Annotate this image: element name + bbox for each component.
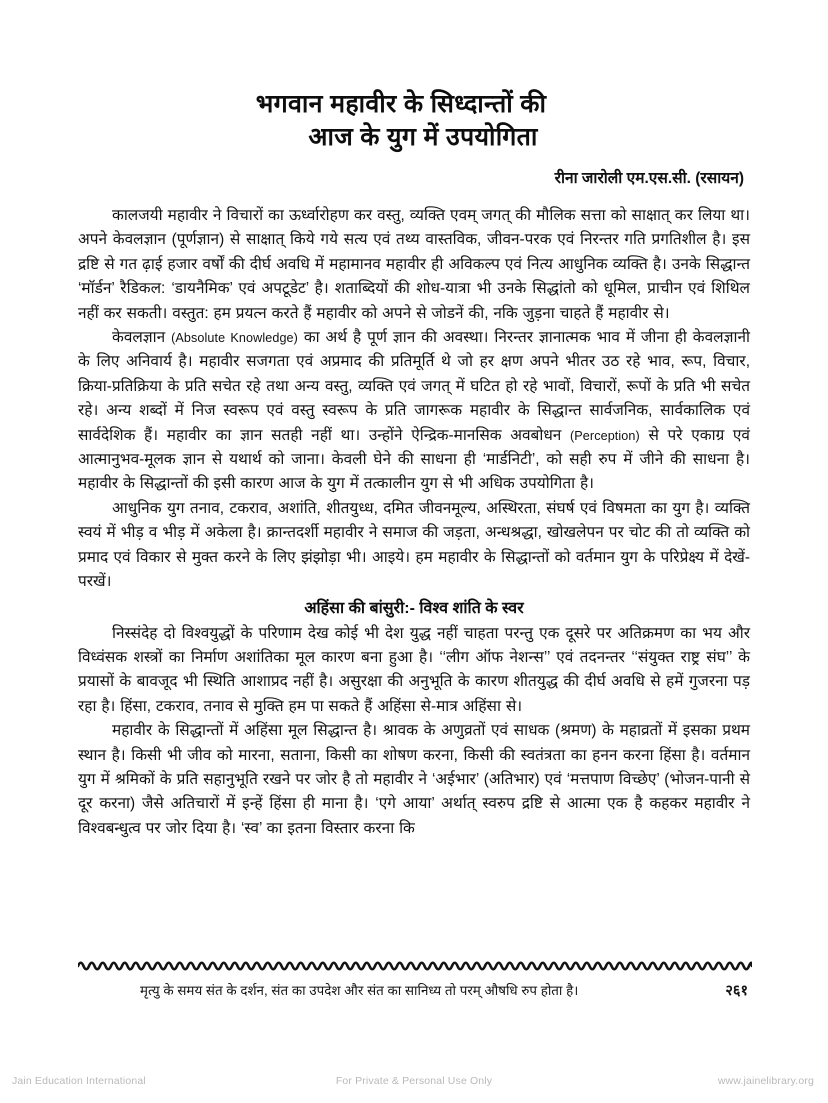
page-number: २६१ — [725, 983, 748, 999]
paragraph-5: महावीर के सिद्धान्तों में अहिंसा मूल सिद्धान्त है। श्रावक के अणुव्रतों एवं साधक (श्रमण) के महाव्रतों में इसका प्रथम स्थान है। किसी भी जीव को मारना, सताना, किसी का शोषण करना, किसी की स्वतंत्रता का हनन करना हिंसा है। वर्तमान युग में श्रमिकों के प्रति सहानुभूति रखने पर जोर है तो महावीर ने ‘अईभार’ (अतिभार) एवं ‘मत्तपाण विच्छेए’ (भोजन-पानी से दूर करना) जैसे अतिचारों में इन्हें हिंसा ही माना है। ‘एगे आया’ अर्थात् स्वरुप द्रष्टि से आत्मा एक है कहकर महावीर ने विश्वबन्धुत्व पर जोर दिया है। ‘स्व’ का इतना विस्तार करना कि — [78, 722, 751, 837]
paragraph-4: निस्संदेह दो विश्वयुद्धों के परिणाम देख कोई भी देश युद्ध नहीं चाहता परन्तु एक दूसरे पर अतिक्रमण का भय और विध्वंसक शस्त्रों का निर्माण अशांतिका मूल कारण बना हुआ है। ‘‘लीग ऑफ नेशन्स’’ एवं तदनन्तर ‘‘संयुक्त राष्ट्र संघ’’ के प्रयासों के बावजूद भी स्थिति आशाप्रद नहीं है। असुरक्षा की अनुभूति के कारण शीतयुद्ध की दीर्घ अवधि से हमें गुजरना पड़ रहा है। हिंसा, टकराव, तनाव से मुक्ति हम पा सकते हैं अहिंसा से-मात्र अहिंसा से। — [78, 624, 750, 715]
scan-org-label: Jain Education International — [12, 1075, 146, 1087]
scan-watermark-bar — [0, 1059, 828, 1103]
section-subheading: अहिंसा की बांसुरी:- विश्व शांति के स्वर — [304, 599, 524, 617]
author-byline: रीना जारोली एम.एस.सी. (रसायन) — [554, 170, 744, 187]
title-line-1: भगवान महावीर के सिध्दान्तों की — [255, 90, 547, 118]
article-body — [78, 88, 750, 841]
paragraph-3: आधुनिक युग तनाव, टकराव, अशांति, शीतयुध्ध, दमित जीवनमूल्य, अस्थिरता, संघर्ष एवं विषमता का युग है। व्यक्ति स्वयं में भीड़ व भीड़ में अकेला है। क्रान्तदर्शी महावीर ने समाज की जड़ता, अन्धश्रद्धा, खोखलेपन पर चोट की तो व्यक्ति को प्रमाद एवं विकार से मुक्त करने के लिए झंझोड़ा भी। आइये। हम महावीर के सिद्धान्तों को वर्तमान युग के परिप्रेक्ष्य में देखें-परखें। — [78, 499, 750, 591]
page-footer — [78, 981, 752, 1001]
scan-usage-label: For Private & Personal Use Only — [335, 1075, 493, 1087]
footer-quote: मृत्यु के समय संत के दर्शन, संत का उपदेश और संत का सानिध्य तो परम् औषधि रुप होता है। — [140, 983, 579, 998]
paragraph-2 — [78, 326, 750, 497]
wavy-divider — [78, 958, 752, 974]
title-line-2: आज के युग में उपयोगिता — [308, 123, 538, 151]
para2-seg-2: का अर्थ है पूर्ण ज्ञान की अवस्था। निरन्तर ज्ञानात्मक भाव में जीना ही केवलज्ञानी के लिए अनिवार्य है। महावीर सजगता एवं अप्रमाद की प्रतिमूर्ति थे जो हर क्षण अपने भीतर उठ रहे भाव, रूप, विचार, क्रिया-प्रतिक्रिया के प्रति सचेत रहे तथा अन्य वस्तु, व्यक्ति एवं जगत् में घटित हो रहे भावों, विचारों, रूपों के प्रति भी सचेत रहे। अन्य शब्दों में निज स्वरूप एवं वस्तु स्वरूप के प्रति जागरूक महावीर के सिद्धान्त सार्वजनिक, सार्वकालिक एवं सार्वदेशिक हैं। महावीर का ज्ञान सतही नहीं था। उन्होंने ऐन्द्रिक-मानसिक अवबोधन — [78, 329, 750, 444]
para2-seg-1: केवलज्ञान — [112, 329, 172, 347]
scan-website-label[interactable]: www.jainelibrary.org — [717, 1075, 814, 1087]
para2-seg-3: से परे एकाग्र एवं आत्मानुभव-मूलक ज्ञान से यथार्थ को जाना। केवली घेने की साधना ही ‘मार्डनिटी’, को सही रुप में जीने की साधना है। महावीर के सिद्धान्तों की इसी कारण आज के युग में तत्कालीन युग से भी अधिक उपयोगिता है। — [78, 426, 750, 493]
paragraph-1: कालजयी महावीर ने विचारों का ऊर्ध्वारोहण कर वस्तु, व्यक्ति एवम् जगत् की मौलिक सत्ता को साक्षात् कर लिया था। अपने केवलज्ञान (पूर्णज्ञान) से साक्षात् किये गये सत्य एवं तथ्य वास्तविक, जीवन-परक एवं निरन्तर गति प्रगतिशील है। इस द्रष्टि से गत ढ़ाई हजार वर्षों की दीर्घ अवधि में महामानव महावीर ही अविकल्प एवं नित्य आधुनिक व्यक्ति है। उनके सिद्धान्त ‘मॉर्डन’ रैडिकल: ‘डायनैमिक’ एवं अपटूडेट’ है। शताब्दियों की शोध-यात्रा भी उनके सिद्धांतो को धूमिल, प्राचीन एवं शिथिल नहीं कर सकती। वस्तुत: हम प्रयत्न करते हैं महावीर को अपने से जोडनें की, नकि जुड़ना चाहते हैं महावीर से। — [78, 207, 750, 322]
para2-term-absolute-knowledge: (Absolute Knowledge) — [171, 331, 298, 346]
para2-term-perception: (Perception) — [570, 428, 640, 443]
body-text-column — [78, 204, 750, 841]
page-title — [78, 88, 750, 154]
